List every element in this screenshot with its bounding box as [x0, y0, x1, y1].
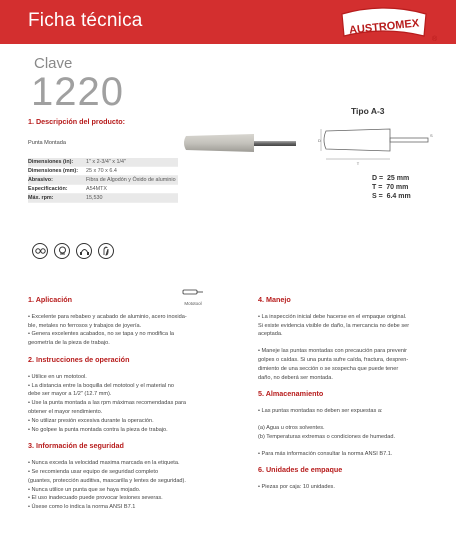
mototool-icon — [182, 288, 204, 296]
spec-key: Especificación: — [28, 186, 68, 192]
dim-s-label: S = — [372, 193, 383, 200]
spec-value: Fibra de Algodón y Óxido de aluminio — [86, 177, 176, 183]
austromex-logo — [338, 6, 430, 46]
seguridad-line: • Nunca exceda la velocidad maxima marcada en la etiqueta. — [28, 460, 180, 467]
spec-row — [28, 176, 178, 185]
tipo-title: Tipo A-3 — [351, 106, 385, 116]
dim-d-mark: D — [318, 138, 321, 143]
registered-mark: ® — [432, 36, 438, 43]
dim-t-value: 70 mm — [386, 184, 409, 191]
clave-label: Clave — [34, 55, 73, 72]
brand-text: AUSTROMEX — [348, 17, 420, 37]
empaque-title: 6. Unidades de empaque — [258, 465, 343, 475]
aplicacion-line: ble, metales no ferrosos y trabajos de joyería. — [28, 322, 142, 329]
instrucciones-title: 2. Instrucciones de operación — [28, 354, 130, 364]
page-title: Ficha técnica — [28, 10, 143, 31]
instrucciones-line: • Utilice en un mototool. — [28, 373, 87, 380]
almacenamiento-line: • Para más información consultar la norma ANSI B7.1. — [258, 450, 393, 457]
manejo-line: • Maneje las puntas montadas con precaución para prevenir — [258, 348, 408, 355]
dim-d-label: D = — [372, 175, 384, 182]
almacenamiento-line: • Las puntas montadas no deben ser expuestas a: — [258, 408, 383, 415]
almacenamiento-title: 5. Almacenamiento — [258, 389, 324, 399]
instrucciones-line: debe ser mayor a 1/2" (12.7 mm). — [28, 391, 112, 398]
seguridad-line: (guantes, protección auditiva, mascarilla y lentes de seguridad). — [28, 477, 186, 484]
spec-table — [28, 158, 178, 203]
gloves-icon — [98, 243, 114, 259]
manejo-line: dimiento de una sección o se sospecha que puede tener — [258, 365, 399, 372]
spec-value: A54MTX — [86, 186, 107, 192]
aplicacion-title: 1. Aplicación — [28, 295, 73, 304]
aplicacion-line: • Genera excelentes acabados, no se tapa y no modifica la — [28, 331, 174, 338]
spec-row — [28, 167, 178, 176]
spec-key: Dimensiones (mm): — [28, 168, 79, 174]
mounted-point-image — [180, 116, 300, 174]
ear-protection-icon — [76, 243, 92, 259]
spec-value: 1" x 2-3/4" x 1/4" — [86, 159, 126, 165]
spec-key: Máx. rpm: — [28, 195, 54, 201]
seguridad-title: 3. Información de seguridad — [28, 441, 124, 451]
product-name: Punta Montada — [28, 140, 66, 146]
manejo-line: daño, no deberá ser montada. — [258, 374, 333, 381]
aplicacion-line: geometría de la pieza de trabajo. — [28, 340, 110, 347]
instrucciones-line: • No golpee la punta montada contra la pieza de trabajo. — [28, 426, 168, 433]
right-column — [258, 296, 450, 492]
manejo-line: aceptada. — [258, 331, 283, 338]
mask-icon — [54, 243, 70, 259]
dimensions-list — [372, 174, 411, 201]
instrucciones-line: • No utilizar presión excesiva durante la operación. — [28, 417, 154, 424]
left-column — [28, 296, 238, 512]
seguridad-line: • El uso inadecuado puede provocar lesiones severas. — [28, 495, 163, 502]
spec-row — [28, 194, 178, 203]
spec-row — [28, 185, 178, 194]
spec-row — [28, 158, 178, 167]
seguridad-line: • Se recomienda usar equipo de seguridad completo — [28, 468, 159, 475]
instrucciones-line: • Use la punta montada a las rpm máximas recomendadas para — [28, 400, 187, 407]
clave-code: 1220 — [31, 70, 124, 114]
dim-t-label: T = — [372, 184, 383, 191]
instrucciones-line: • La distancia entre la boquilla del mototool y el material no — [28, 382, 174, 389]
aplicacion-line: • Excelente para rebabeo y acabado de aluminio, acero inoxida- — [28, 313, 187, 320]
mototool-label: Mototool — [184, 301, 202, 306]
almacenamiento-line: (a) Agua u otros solventes. — [258, 424, 325, 431]
product-section-title: 1. Descripción del producto: — [28, 117, 126, 126]
goggles-icon — [32, 243, 48, 259]
manejo-title: 4. Manejo — [258, 295, 291, 304]
empaque-line: • Piezas por caja: 10 unidades. — [258, 484, 335, 491]
safety-icons — [32, 243, 114, 259]
seguridad-line: • Úsese como lo indica la norma ANSI B7.1 — [28, 504, 136, 511]
dim-d-value: 25 mm — [386, 175, 410, 182]
almacenamiento-line: (b) Temperaturas extremas o condiciones de humedad. — [258, 433, 396, 440]
manejo-line: golpes o caídas. Si una punta sufre caída, fractura, despren- — [258, 356, 409, 363]
dim-s-value: 6.4 mm — [386, 193, 411, 200]
dim-s-mark: S — [430, 133, 433, 138]
spec-key: Dimensiones (in): — [28, 159, 74, 165]
spec-key: Abrasivo: — [28, 177, 53, 183]
seguridad-line: • Nunca utilice un punta que se haya mojado. — [28, 486, 141, 493]
instrucciones-line: obtener el mayor rendimiento. — [28, 408, 103, 415]
dim-t-mark: T — [356, 161, 360, 165]
manejo-line: • La inspección inicial debe hacerse en el empaque original. — [258, 313, 407, 320]
tipo-diagram — [318, 115, 434, 165]
manejo-line: Si existe evidencia visible de daño, la mercancia no debe ser — [258, 322, 410, 329]
spec-value: 15,530 — [86, 195, 103, 201]
spec-value: 25 x 70 x 6.4 — [86, 168, 117, 174]
